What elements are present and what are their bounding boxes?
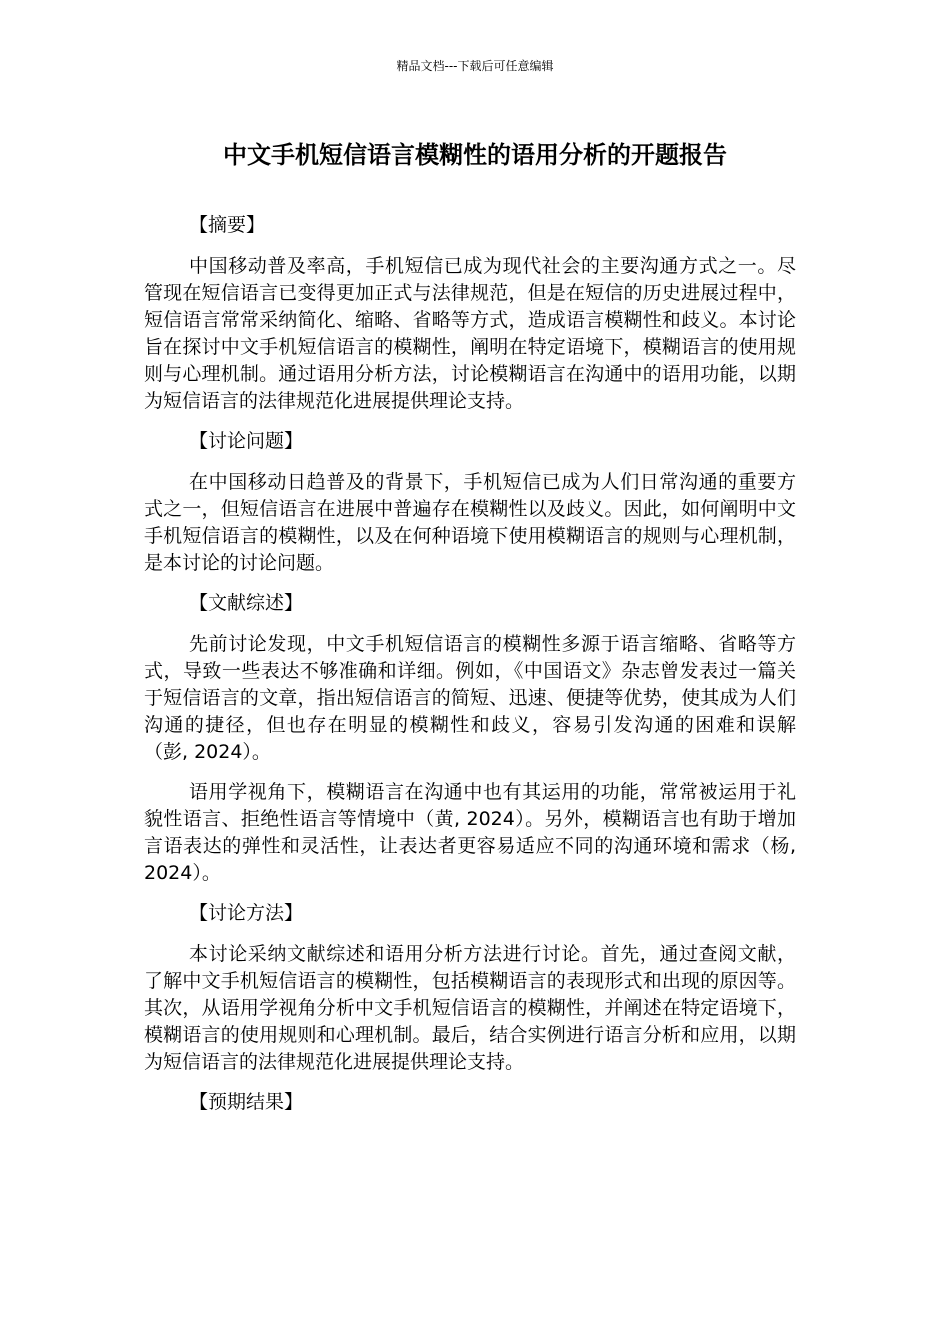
section-heading: 【讨论问题】 <box>189 430 304 452</box>
header-note: 精品文档---下载后可任意编辑 <box>396 59 554 73</box>
section-research-question <box>144 428 796 577</box>
section-method <box>144 900 796 1076</box>
document-body <box>144 212 796 1130</box>
paragraph: 先前讨论发现，中文手机短信语言的模糊性多源于语言缩略、省略等方式，导致一些表达不够准确和详细。例如，《中国语文》杂志曾发表过一篇关于短信语言的文章，指出短信语言的简短、迅速、便捷等优势，使其成为人们沟通的捷径，但也存在明显的模糊性和歧义，容易引发沟通的困难和误解（彭, 2024）。 <box>144 633 796 763</box>
paragraph: 语用学视角下，模糊语言在沟通中也有其运用的功能，常常被运用于礼貌性语言、拒绝性语言等情境中（黄, 2024）。另外，模糊语言也有助于增加言语表达的弹性和灵活性，让表达者更容易适应不同的沟通环境和需求（杨, 2024）。 <box>144 781 796 884</box>
section-abstract <box>144 212 796 415</box>
paragraph: 在中国移动日趋普及的背景下，手机短信已成为人们日常沟通的重要方式之一，但短信语言在进展中普遍存在模糊性以及歧义。因此，如何阐明中文手机短信语言的模糊性，以及在何种语境下使用模糊语言的规则与心理机制，是本讨论的讨论问题。 <box>144 471 796 574</box>
section-heading: 【讨论方法】 <box>189 902 304 924</box>
paragraph: 中国移动普及率高，手机短信已成为现代社会的主要沟通方式之一。尽管现在短信语言已变得更加正式与法律规范，但是在短信的历史进展过程中，短信语言常常采纳简化、缩略、省略等方式，造成语言模糊性和歧义。本讨论旨在探讨中文手机短信语言的模糊性，阐明在特定语境下，模糊语言的使用规则与心理机制。通过语用分析方法，讨论模糊语言在沟通中的语用功能，以期为短信语言的法律规范化进展提供理论支持。 <box>144 255 796 412</box>
section-literature-review <box>144 590 796 887</box>
paragraph: 本讨论采纳文献综述和语用分析方法进行讨论。首先，通过查阅文献，了解中文手机短信语言的模糊性，包括模糊语言的表现形式和出现的原因等。其次，从语用学视角分析中文手机短信语言的模糊性，并阐述在特定语境下，模糊语言的使用规则和心理机制。最后，结合实例进行语言分析和应用，以期为短信语言的法律规范化进展提供理论支持。 <box>144 943 796 1073</box>
document-title: 中文手机短信语言模糊性的语用分析的开题报告 <box>223 141 727 169</box>
section-heading: 【预期结果】 <box>189 1091 304 1113</box>
section-heading: 【文献综述】 <box>189 592 304 614</box>
section-expected-results <box>144 1089 796 1116</box>
section-heading: 【摘要】 <box>189 214 266 236</box>
